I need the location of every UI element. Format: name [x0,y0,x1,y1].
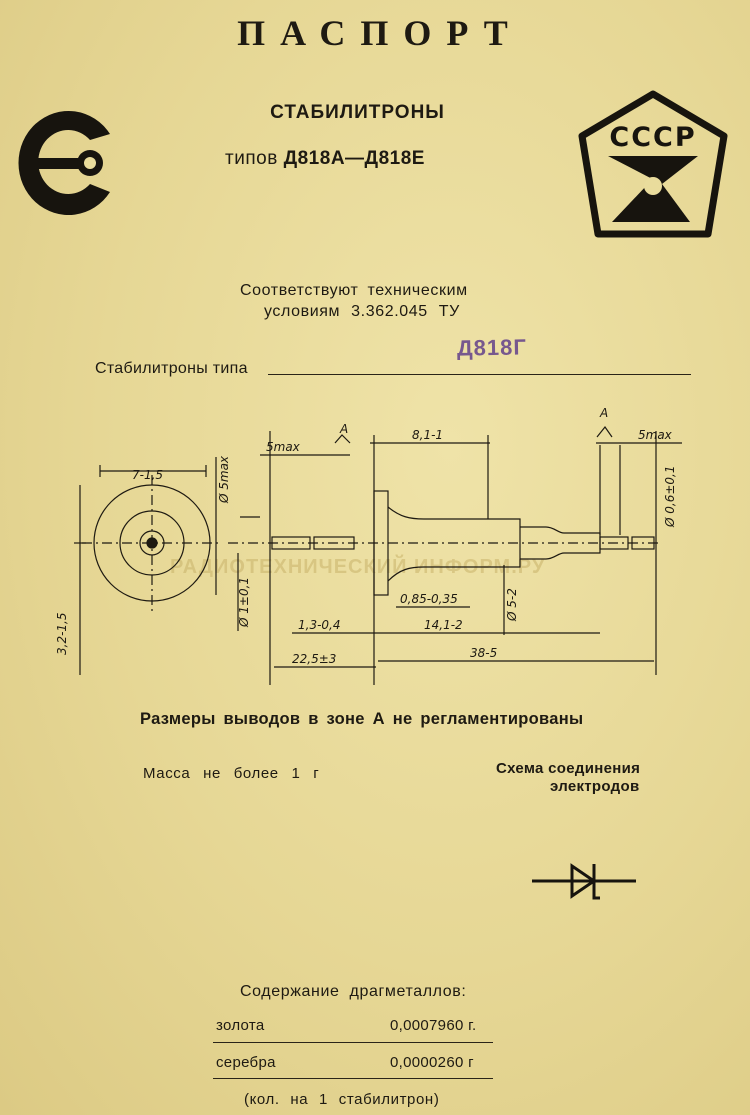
mass-spec: Масса не более 1 г [143,765,320,782]
metal-name-silver: серебра [216,1054,276,1071]
product-class: СТАБИЛИТРОНЫ [270,102,445,123]
dim-lead-right: 38-5 [470,646,498,660]
dim-flange-dia: 7-1,5 [132,468,164,482]
zener-diode-icon [532,860,638,902]
leads-note: Размеры выводов в зоне А не регламентированы [140,710,584,728]
dim-flange-thk: 1,3-0,4 [298,618,341,632]
metals-footnote: (кол. на 1 стабилитрон) [244,1091,440,1108]
type-range [0,148,650,170]
metal-divider [213,1042,493,1043]
type-stamp: Д818Г [456,334,528,361]
quality-mark-text: СССР [609,122,697,153]
watermark: РАДИОТЕХНИЧЕСКИЙ ИНФОРМ.РУ [170,556,546,578]
conformity-line-1: Соответствуют техническим [240,282,468,299]
page-title: ПАСПОРТ [237,13,523,53]
zone-a-left: A [340,422,349,436]
type-range-prefix: типов [225,148,278,169]
metal-value-silver: 0,0000260 г [390,1054,474,1071]
type-field-label: Стабилитроны типа [95,360,248,377]
dim-neck: 0,85-0,35 [400,592,458,606]
dim-lead-left: 22,5±3 [292,652,337,666]
dim-lead-max-right: 5max [638,428,672,442]
dim-height: 3,2-1,5 [55,612,69,655]
dim-lead-dia-left: Ø 1±0,1 [237,576,251,627]
dim-lead-dia-right: Ø 0,6±0,1 [663,465,677,527]
type-field-line [268,374,691,375]
metal-divider [213,1078,493,1079]
metal-value-gold: 0,0007960 г. [390,1017,477,1034]
conformity-line-2: условиям 3.362.045 ТУ [264,303,460,320]
dim-body-total: 14,1-2 [424,618,463,632]
dimension-drawing [55,395,710,695]
dim-dia-max: Ø 5max [217,455,231,503]
zone-a-right: A [600,406,609,420]
scheme-title-2: электродов [550,778,640,795]
dim-body-dia: Ø 5-2 [505,588,519,621]
metals-heading: Содержание драгметаллов: [240,983,467,1000]
scheme-title-1: Схема соединения [496,760,641,777]
dim-body-len: 8,1-1 [412,428,444,442]
dim-lead-max-left: 5max [266,440,300,454]
type-range-value: Д818А—Д818Е [283,148,425,169]
metal-name-gold: золота [216,1017,265,1034]
